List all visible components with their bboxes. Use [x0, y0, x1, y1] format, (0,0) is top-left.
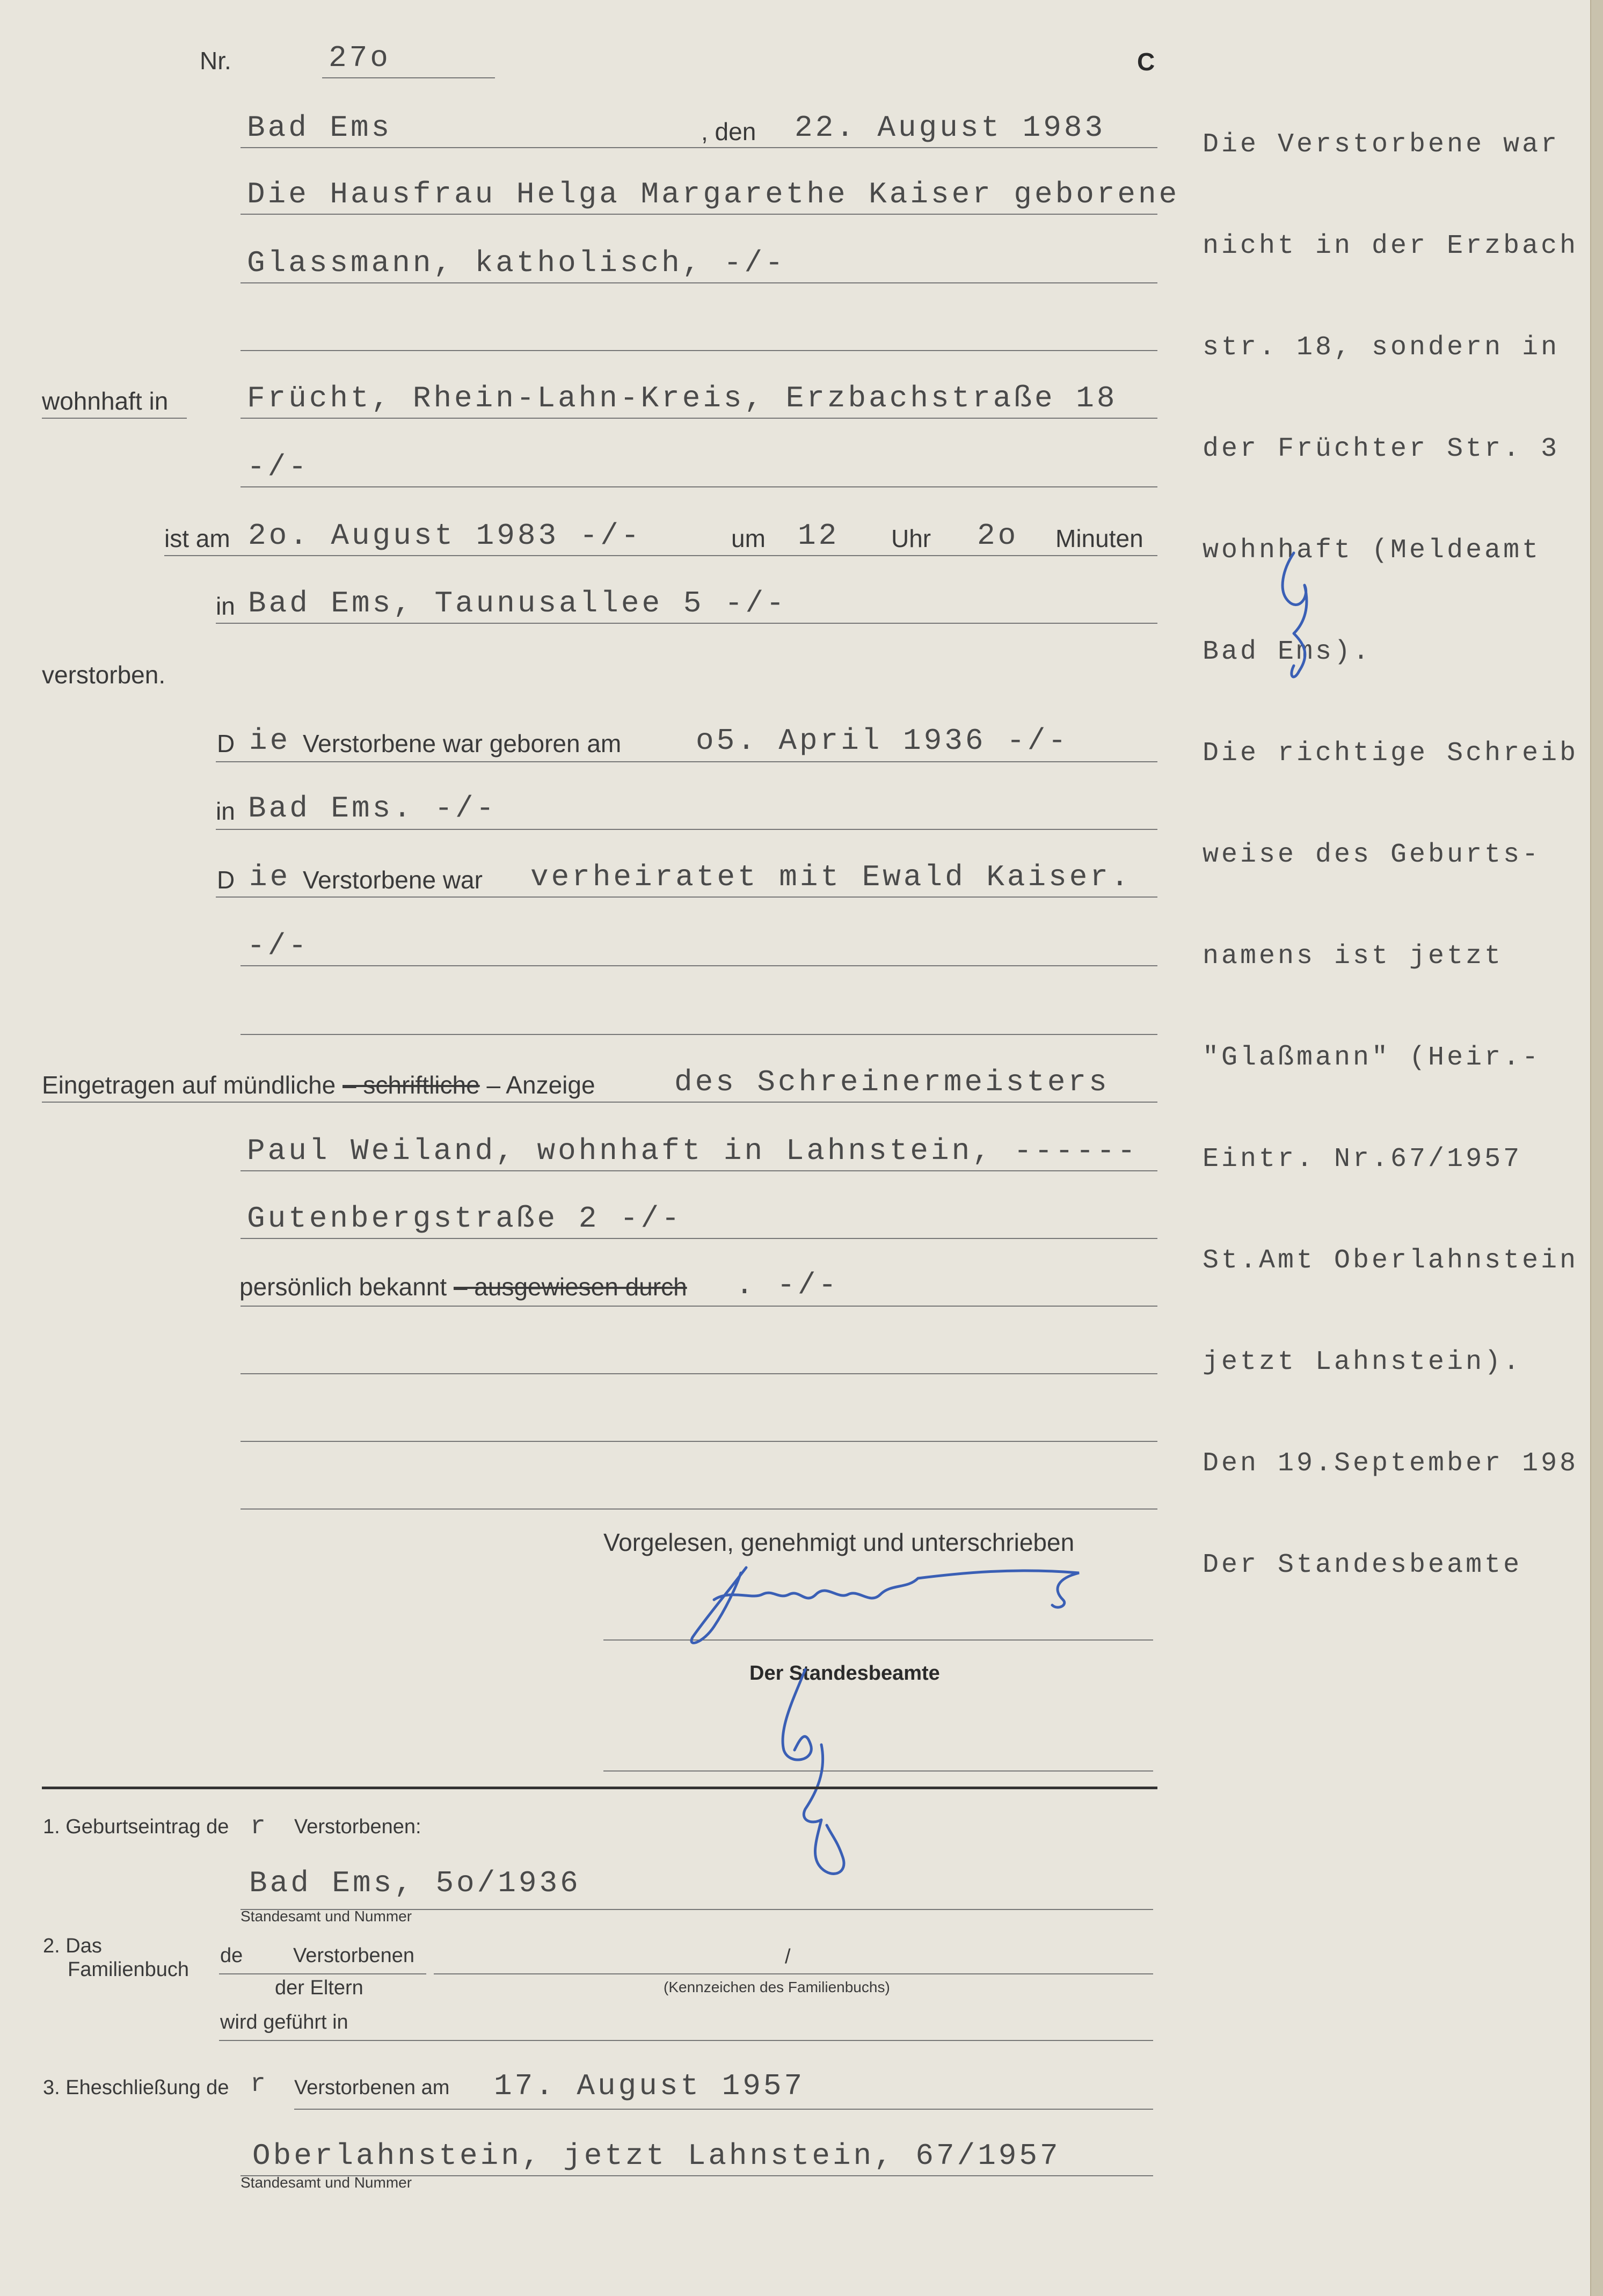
margin-note-line: Der Standesbeamte	[1203, 1550, 1522, 1580]
note2-gefuehrt: wird geführt in	[220, 2011, 348, 2033]
residence-line-2: -/-	[247, 450, 309, 484]
margin-note-line: Den 19.September 198	[1203, 1448, 1579, 1479]
nr-label: Nr.	[200, 47, 231, 75]
note2-de: de	[220, 1944, 243, 1967]
note2-familybook-rule	[434, 1973, 1153, 1974]
note2-label-b: Familienbuch	[68, 1958, 189, 1981]
uhr-label: Uhr	[891, 524, 931, 552]
marital-ie-typed: ie	[249, 860, 291, 894]
margin-note-line: str. 18, sondern in	[1203, 332, 1560, 363]
residence-label-rule	[42, 418, 187, 419]
note3-value: Oberlahnstein, jetzt Lahnstein, 67/1957	[252, 2139, 1061, 2173]
marital-rule-2	[241, 965, 1157, 966]
note1-label: 1. Geburtseintrag de	[43, 1816, 229, 1838]
section-divider	[42, 1787, 1157, 1789]
known-struck: – ausgewiesen durch	[453, 1273, 687, 1301]
margin-note-line: St.Amt Oberlahnstein	[1203, 1245, 1579, 1276]
deceased-line-1: Die Hausfrau Helga Margarethe Kaiser geborene	[247, 177, 1180, 212]
marital-line-2: -/-	[247, 929, 309, 963]
birth-place: Bad Ems. -/-	[248, 791, 497, 826]
marital-text-label: Verstorbene war	[303, 866, 483, 894]
margin-note-line: Bad Ems).	[1203, 637, 1372, 667]
note3-label: 3. Eheschließung de	[43, 2076, 229, 2099]
birth-ie-typed: ie	[249, 724, 291, 758]
marital-rule-3	[241, 1034, 1157, 1035]
marital-status: verheiratet mit Ewald Kaiser.	[530, 860, 1132, 894]
note2-label-a: 2. Das	[43, 1935, 102, 1957]
margin-note-line: "Glaßmann" (Heir.-	[1203, 1043, 1541, 1073]
deceased-rule-1	[241, 214, 1157, 215]
birth-date-rule	[216, 761, 1157, 762]
blank-rule-2	[241, 1441, 1157, 1442]
deceased-rule-2	[241, 282, 1157, 283]
informant-line-1: des Schreinermeisters	[674, 1065, 1110, 1099]
official-signature	[773, 1664, 880, 1890]
residence-rule-1	[241, 418, 1157, 419]
informant-rule-2	[241, 1170, 1157, 1171]
residence-line-1: Frücht, Rhein-Lahn-Kreis, Erzbachstraße 18	[247, 381, 1118, 416]
place-date-line	[241, 147, 1157, 148]
note3-date: 17. August 1957	[494, 2069, 805, 2103]
note2-gefuehrt-rule	[219, 2040, 1153, 2041]
birth-place-rule	[216, 829, 1157, 830]
minuten-label: Minuten	[1055, 524, 1143, 552]
nr-value: 27o	[329, 41, 391, 75]
note3-suffix: Verstorbenen am	[294, 2076, 450, 2099]
death-hour: 12	[798, 519, 840, 553]
note2-slash: /	[785, 1945, 791, 1968]
corner-letter: C	[1137, 48, 1155, 76]
note2-caption: (Kennzeichen des Familienbuchs)	[664, 1979, 890, 1995]
margin-note-line: wohnhaft (Meldeamt	[1203, 535, 1541, 566]
ist-am-label: ist am	[164, 524, 230, 552]
death-date-rule	[164, 555, 1157, 556]
read-approved-label: Vorgelesen, genehmigt und unterschrieben	[603, 1528, 1075, 1556]
blank-rule-3	[241, 1508, 1157, 1510]
known-label-group	[239, 1272, 687, 1301]
note1-r: r	[250, 1812, 267, 1841]
known-typed: . -/-	[735, 1268, 840, 1302]
note3-caption: Standesamt und Nummer	[241, 2174, 412, 2191]
margin-note-line: Die Verstorbene war	[1203, 129, 1560, 160]
note1-suffix: Verstorbenen:	[294, 1816, 421, 1838]
informant-label-prefix: Eingetragen auf mündliche	[42, 1071, 336, 1099]
residence-label: wohnhaft in	[42, 387, 169, 415]
margin-correction-note	[1203, 60, 1578, 1650]
verstorben-label: verstorben.	[42, 661, 166, 689]
um-label: um	[731, 524, 766, 552]
birth-in-label: in	[216, 797, 235, 825]
informant-line-2: Paul Weiland, wohnhaft in Lahnstein, ------	[247, 1134, 1139, 1168]
den-label: , den	[701, 118, 756, 145]
registry-date: 22. August 1983	[795, 111, 1106, 145]
marital-rule-1	[216, 896, 1157, 898]
note2-verstorbenen-rule	[219, 1973, 426, 1974]
birth-d-label: D	[217, 730, 235, 757]
margin-note-line: nicht in der Erzbach	[1203, 231, 1579, 261]
known-rule	[241, 1306, 1157, 1307]
informant-label	[42, 1070, 595, 1099]
note3-date-rule	[294, 2109, 1153, 2110]
residence-rule-2	[241, 486, 1157, 487]
informant-line-3: Gutenbergstraße 2 -/-	[247, 1201, 682, 1236]
margin-note-line: namens ist jetzt	[1203, 941, 1504, 972]
margin-note-line: weise des Geburts-	[1203, 840, 1541, 870]
deceased-rule-3	[241, 350, 1157, 351]
registry-place: Bad Ems	[247, 111, 392, 145]
note2-eltern: der Eltern	[275, 1977, 363, 1999]
deceased-line-2: Glassmann, katholisch, -/-	[247, 246, 786, 280]
margin-note-line: Eintr. Nr.67/1957	[1203, 1144, 1522, 1175]
marital-d-label: D	[217, 866, 235, 894]
informant-rule-1	[42, 1102, 1157, 1103]
informant-signature	[682, 1557, 1090, 1653]
nr-line	[322, 77, 495, 78]
note1-caption: Standesamt und Nummer	[241, 1908, 412, 1925]
margin-note-line: Die richtige Schreib	[1203, 738, 1579, 769]
death-date: 2o. August 1983 -/-	[248, 519, 642, 553]
blank-rule-1	[241, 1373, 1157, 1374]
informant-label-struck: – schriftliche	[343, 1071, 480, 1099]
note1-value: Bad Ems, 5o/1936	[249, 1866, 581, 1900]
official-label: Der Standesbeamte	[749, 1662, 940, 1685]
informant-rule-3	[241, 1238, 1157, 1239]
page-binding-edge	[1590, 0, 1603, 2296]
note2-verstorbenen: Verstorbenen	[293, 1944, 415, 1967]
note3-r: r	[250, 2070, 267, 2099]
margin-note-line: der Früchter Str. 3	[1203, 434, 1560, 464]
birth-date: o5. April 1936 -/-	[696, 724, 1069, 758]
known-label: persönlich bekannt	[239, 1273, 447, 1301]
margin-note-signature	[1272, 548, 1337, 687]
death-minutes: 2o	[977, 519, 1019, 553]
birth-text-label: Verstorbene war geboren am	[303, 730, 622, 757]
death-place-rule	[216, 623, 1157, 624]
death-place: Bad Ems, Taunusallee 5 -/-	[248, 586, 787, 621]
margin-note-line: jetzt Lahnstein).	[1203, 1347, 1522, 1377]
informant-label-suffix: – Anzeige	[486, 1071, 595, 1099]
death-in-label: in	[216, 592, 235, 620]
